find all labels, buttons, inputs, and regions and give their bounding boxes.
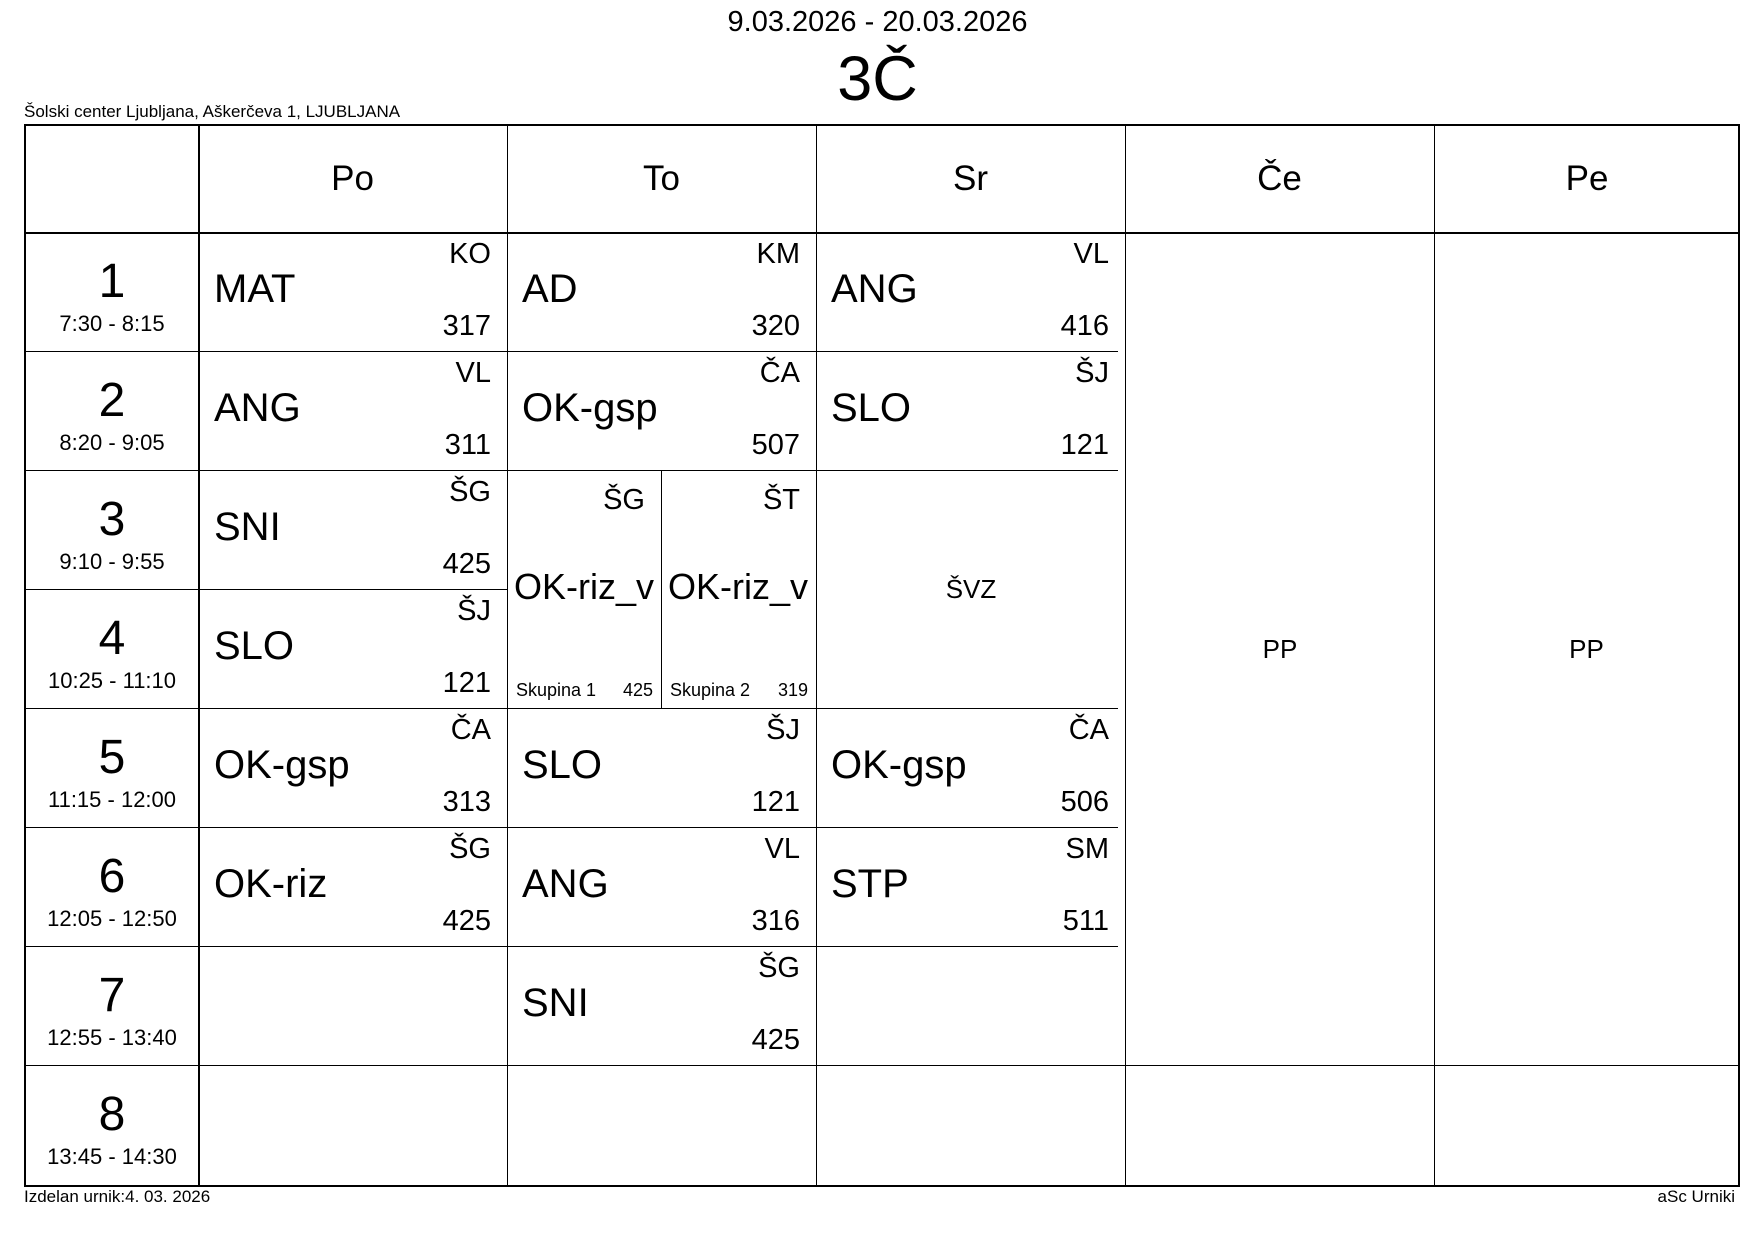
period-8	[26, 1065, 198, 1185]
lesson-room: 313	[442, 786, 491, 818]
period-number: 2	[98, 374, 126, 427]
lesson-subject: ANG	[831, 267, 918, 311]
lesson-room: 416	[1060, 310, 1109, 342]
lesson-subject: SNI	[522, 981, 589, 1025]
lesson-po-6[interactable]	[200, 827, 507, 946]
lesson-po-4[interactable]	[200, 589, 507, 708]
lesson-teacher: ŠT	[762, 484, 800, 516]
period-number: 8	[98, 1088, 126, 1141]
period-time: 10:25 - 11:10	[47, 668, 177, 693]
lesson-to-34-group1[interactable]	[508, 470, 661, 708]
lesson-to-7[interactable]	[508, 946, 816, 1065]
lesson-subject: ANG	[214, 386, 301, 430]
lesson-room: 311	[444, 429, 491, 461]
lesson-teacher: KO	[449, 238, 491, 270]
lesson-teacher: ŠG	[603, 484, 645, 516]
lesson-subject: OK-gsp	[214, 743, 350, 787]
day-header-po: Po	[331, 159, 374, 198]
lesson-to-6[interactable]	[508, 827, 816, 946]
lesson-subject: SLO	[522, 743, 603, 787]
lesson-room: 507	[751, 429, 800, 461]
lesson-subject: STP	[831, 862, 909, 906]
period-3	[26, 470, 198, 589]
lesson-room: 317	[442, 310, 491, 342]
lesson-teacher: ŠJ	[457, 595, 491, 627]
period-4	[26, 589, 198, 708]
period-time: 11:15 - 12:00	[47, 787, 177, 812]
lesson-subject: MAT	[214, 267, 296, 311]
lesson-room: 425	[442, 548, 491, 580]
lesson-teacher: VL	[1073, 238, 1109, 270]
lesson-teacher: ŠG	[449, 476, 491, 508]
lesson-po-3[interactable]	[200, 470, 507, 589]
lesson-sr-1[interactable]	[817, 232, 1125, 351]
lesson-subject: OK-riz_v	[514, 566, 655, 607]
lesson-sr-6[interactable]	[817, 827, 1125, 946]
lesson-room: 320	[751, 310, 800, 342]
lesson-teacher: VL	[455, 357, 491, 389]
period-2	[26, 351, 198, 470]
lesson-teacher: ČA	[1068, 714, 1109, 746]
day-header-ce: Če	[1257, 159, 1302, 198]
period-time: 7:30 - 8:15	[59, 311, 165, 336]
lesson-teacher: ČA	[759, 357, 800, 389]
lesson-room: 319	[777, 680, 808, 700]
activity-pe-pp[interactable]: PP	[1569, 634, 1604, 664]
lesson-room: 121	[442, 667, 491, 699]
lesson-to-34-group2[interactable]	[662, 470, 816, 708]
school-name: Šolski center Ljubljana, Aškerčeva 1, LJUBLJANA	[24, 102, 401, 121]
lesson-room: 511	[1062, 905, 1109, 937]
period-6	[26, 827, 198, 946]
lesson-teacher: ŠG	[758, 952, 800, 984]
period-5	[26, 708, 198, 827]
lesson-group: Skupina 1	[516, 680, 597, 700]
lesson-sr-2[interactable]	[817, 351, 1125, 470]
lesson-teacher: VL	[764, 833, 800, 865]
period-number: 6	[98, 850, 126, 903]
lesson-sr-5[interactable]	[817, 708, 1125, 827]
lesson-teacher: ŠJ	[1075, 357, 1109, 389]
lesson-teacher: SM	[1065, 833, 1109, 865]
period-time: 8:20 - 9:05	[59, 430, 165, 455]
lesson-to-2[interactable]	[508, 351, 816, 470]
lesson-subject: SLO	[214, 624, 295, 668]
period-time: 12:55 - 13:40	[47, 1025, 177, 1050]
class-title: 3Č	[837, 44, 918, 114]
period-7	[26, 946, 198, 1065]
lesson-subject: AD	[522, 267, 578, 311]
period-number: 3	[98, 493, 126, 546]
timetable-grid	[24, 124, 1740, 1187]
software-credit: aSc Urniki	[1657, 1187, 1735, 1206]
period-number: 4	[98, 612, 126, 665]
lesson-teacher: KM	[756, 238, 800, 270]
lesson-to-5[interactable]	[508, 708, 816, 827]
lesson-subject: OK-gsp	[831, 743, 967, 787]
lesson-subject: SLO	[831, 386, 912, 430]
period-time: 12:05 - 12:50	[47, 906, 177, 931]
lesson-po-2[interactable]	[200, 351, 507, 470]
period-time: 9:10 - 9:55	[59, 549, 165, 574]
lesson-to-1[interactable]	[508, 232, 816, 351]
lesson-room: 425	[622, 680, 653, 700]
lesson-subject: OK-riz	[214, 862, 328, 906]
lesson-teacher: ŠJ	[766, 714, 800, 746]
lesson-po-1[interactable]	[200, 232, 507, 351]
day-header-to: To	[643, 159, 680, 198]
day-header-pe: Pe	[1565, 159, 1609, 198]
lesson-room: 121	[1060, 429, 1109, 461]
activity-ce-pp[interactable]: PP	[1262, 634, 1298, 664]
lesson-group: Skupina 2	[670, 680, 751, 700]
lesson-room: 121	[751, 786, 800, 818]
period-number: 7	[98, 969, 126, 1022]
day-header-sr: Sr	[953, 159, 988, 198]
lesson-teacher: ŠG	[449, 833, 491, 865]
lesson-room: 506	[1060, 786, 1109, 818]
period-number: 5	[98, 731, 126, 784]
lesson-subject: SNI	[214, 505, 281, 549]
lesson-po-5[interactable]	[200, 708, 507, 827]
period-time: 13:45 - 14:30	[47, 1144, 177, 1169]
lesson-subject: OK-riz_v	[668, 566, 809, 607]
lesson-subject: ANG	[522, 862, 609, 906]
created-date: Izdelan urnik:4. 03. 2026	[24, 1187, 211, 1206]
date-range: 9.03.2026 - 20.03.2026	[727, 6, 1028, 38]
lesson-room: 425	[751, 1024, 800, 1056]
lesson-room: 425	[442, 905, 491, 937]
lesson-room: 316	[751, 905, 800, 937]
period-1	[26, 232, 198, 351]
activity-sr-34[interactable]: ŠVZ	[945, 574, 997, 604]
lesson-subject: OK-gsp	[522, 386, 658, 430]
lesson-teacher: ČA	[450, 714, 491, 746]
period-number: 1	[98, 255, 126, 308]
